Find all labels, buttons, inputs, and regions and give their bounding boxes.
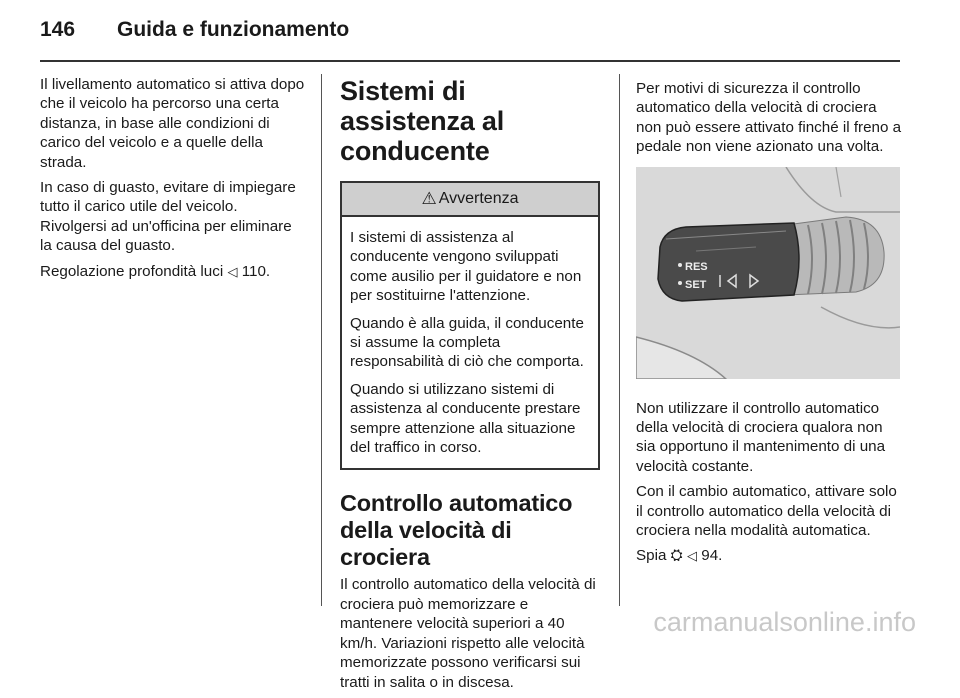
automatic-gearbox-paragraph: Con il cambio automatico, attivare solo il controllo automatico della velocità di crociera nella modalità automatica. — [636, 483, 897, 540]
indicator-ref-page[interactable]: 94. — [701, 547, 723, 565]
column-middle — [340, 76, 602, 698]
headlight-ref-paragraph — [40, 262, 305, 281]
cruise-control-lever-image — [636, 167, 900, 379]
indicator-ref-paragraph — [636, 546, 904, 565]
set-label: SET — [685, 278, 707, 291]
watermark: carmanualsonline.info — [653, 607, 916, 637]
column-divider-2 — [619, 74, 620, 606]
warning-paragraph: Quando è alla guida, il conducente si assume la completa responsabilità di ciò che comporta. — [350, 314, 584, 371]
cruise-intro-paragraph: Il controllo automatico della velocità di crociera può memorizzare e mantenere velocità superiori a 40 km/h. Variazioni rispetto alle velocità memorizzate possono verificarsi sui tratti in salita o in discesa. — [340, 576, 596, 691]
leveling-paragraph: Il livellamento automatico si attiva dopo che il veicolo ha percorso una certa distanza, in base alle condizioni di carico del veicolo e a quelle della strada. — [40, 76, 305, 171]
warning-body — [342, 217, 598, 468]
header-rule — [40, 60, 900, 62]
usage-paragraph: Non utilizzare il controllo automatico della velocità di crociera qualora non sia opportuno il mantenimento di una velocità costante. — [636, 399, 886, 475]
section-heading: Sistemi di assistenza al conducente — [340, 76, 505, 166]
page-header — [0, 0, 960, 62]
column-left — [40, 75, 305, 287]
cruise-control-indicator-icon: ⛭ — [670, 547, 683, 565]
fault-paragraph: In caso di guasto, evitare di impiegare tutto il carico utile del veicolo. Rivolgersi ad un'officina per eliminare la causa del guasto. — [40, 179, 296, 255]
res-label: RES — [685, 260, 708, 273]
section-title: Guida e funzionamento — [117, 18, 350, 41]
warning-title: Avvertenza — [438, 190, 519, 208]
indicator-ref-text: Spia — [636, 547, 667, 565]
column-right — [636, 79, 904, 572]
page-number: 146 — [40, 18, 76, 41]
warning-header — [342, 183, 598, 217]
page-ref-arrow-icon: ◁ — [687, 548, 698, 564]
warning-icon: ⚠ — [421, 189, 437, 209]
column-divider-1 — [321, 74, 322, 606]
headlight-ref-page[interactable]: 110. — [241, 262, 271, 280]
warning-paragraph: I sistemi di assistenza al conducente vengono sviluppati come ausilio per il guidatore e non per sostituirne l'attenzione. — [350, 229, 582, 305]
subsection-heading: Controllo automatico della velocità di crociera — [340, 490, 573, 571]
headlight-ref-text: Regolazione profondità luci — [40, 262, 224, 280]
warning-box — [340, 181, 600, 470]
safety-paragraph: Per motivi di sicurezza il controllo automatico della velocità di crociera non può essere attivato finché il freno a pedale non viene azionato una volta. — [636, 80, 902, 156]
warning-paragraph: Quando si utilizzano sistemi di assistenza al conducente prestare sempre attenzione alla situazione del traffico in corso. — [350, 380, 581, 457]
page-ref-arrow-icon: ◁ — [227, 263, 238, 279]
